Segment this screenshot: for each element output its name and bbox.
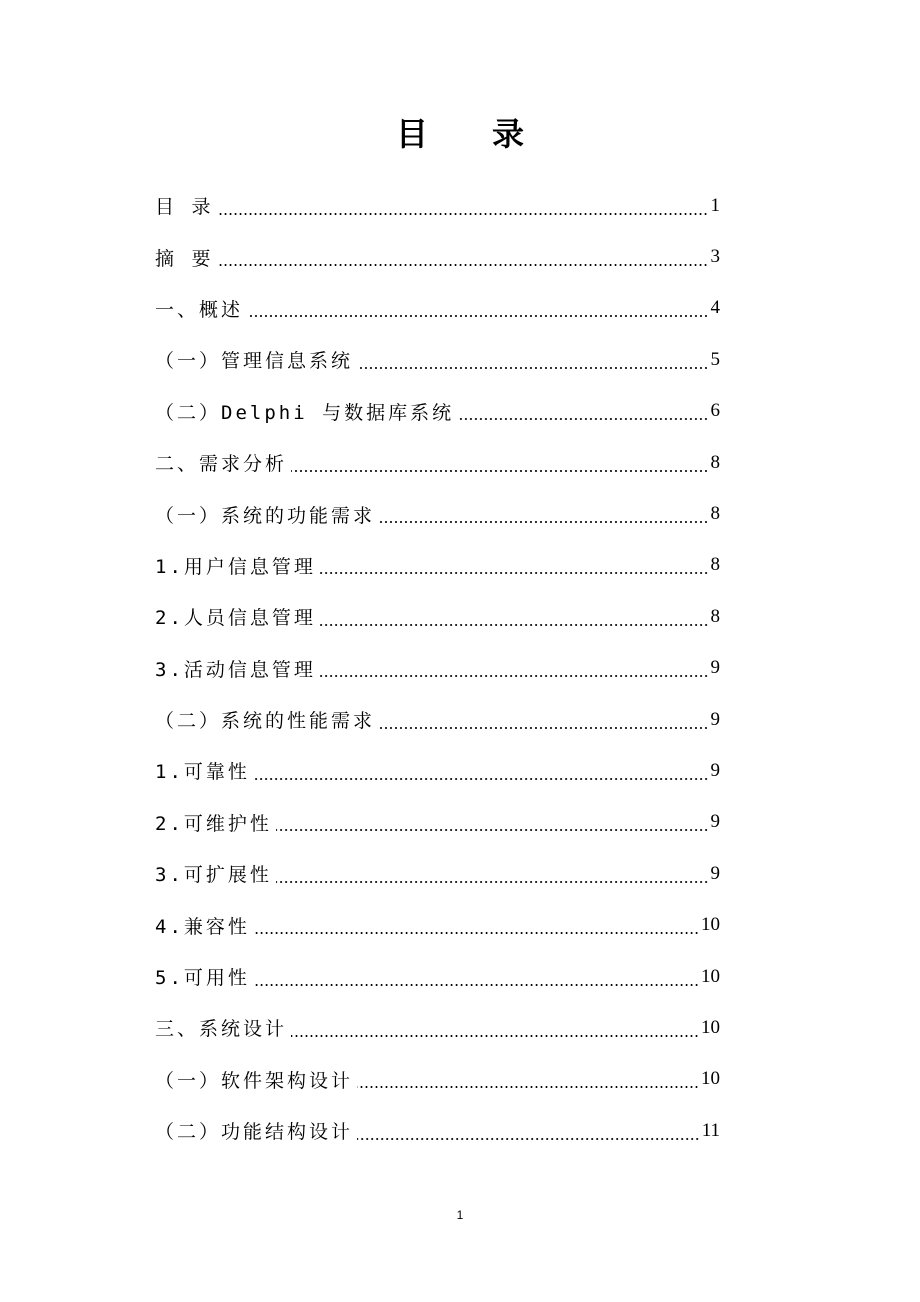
toc-leader-dots <box>276 829 709 831</box>
toc-leader-dots <box>458 418 708 420</box>
toc-entry-text: 5.可用性 <box>155 967 250 990</box>
toc-entry[interactable] <box>155 1054 720 1105</box>
toc-entry[interactable] <box>155 334 720 385</box>
toc-entry[interactable] <box>155 848 720 899</box>
toc-entry-text: （二）系统的性能需求 <box>155 710 376 733</box>
toc-entry-text: 3.活动信息管理 <box>155 658 316 681</box>
toc-entry[interactable] <box>155 283 720 334</box>
toc-leader-dots <box>291 470 708 472</box>
toc-leader-dots <box>276 881 709 883</box>
toc-entry-page: 10 <box>701 965 720 987</box>
toc-entry-text: 摘 要 <box>155 247 214 270</box>
toc-entry-page: 8 <box>710 451 720 473</box>
toc-entry[interactable] <box>155 694 720 745</box>
toc-entry-page: 3 <box>710 246 720 268</box>
toc-entry[interactable] <box>155 386 720 437</box>
toc-leader-dots <box>217 213 708 215</box>
toc-leader-dots <box>254 778 709 780</box>
toc-leader-dots <box>379 521 708 523</box>
toc-leader-dots <box>379 727 708 729</box>
toc-entry-page: 8 <box>710 554 720 576</box>
toc-entry-text: 二、需求分析 <box>155 453 288 476</box>
toc-entry-text: 目 录 <box>155 196 214 219</box>
toc-entry-text: （二）功能结构设计 <box>155 1121 354 1144</box>
toc-entry[interactable] <box>155 231 720 282</box>
toc-entry-page: 9 <box>710 759 720 781</box>
toc-entry[interactable] <box>155 951 720 1002</box>
toc-entry-text: 3.可扩展性 <box>155 864 272 887</box>
toc-entry[interactable] <box>155 643 720 694</box>
toc-entry[interactable] <box>155 540 720 591</box>
toc-entry-page: 4 <box>710 297 720 319</box>
toc-entry-page: 8 <box>710 605 720 627</box>
toc-entry-text: 2.可维护性 <box>155 812 272 835</box>
toc-leader-dots <box>217 264 708 266</box>
toc-entry-text: 三、系统设计 <box>155 1018 288 1041</box>
page-title: 目 录 <box>395 115 524 153</box>
toc-entry-text: 2.人员信息管理 <box>155 607 316 630</box>
toc-entry-page: 9 <box>710 657 720 679</box>
toc-leader-dots <box>357 367 708 369</box>
toc-entry[interactable] <box>155 488 720 539</box>
toc-leader-dots <box>291 1035 699 1037</box>
toc-entry-page: 10 <box>701 914 720 936</box>
toc-leader-dots <box>320 572 709 574</box>
toc-entry-text: 4.兼容性 <box>155 915 250 938</box>
toc-entry-page: 9 <box>710 811 720 833</box>
toc-entry[interactable] <box>155 180 720 231</box>
toc-leader-dots <box>254 984 699 986</box>
toc-leader-dots <box>320 675 709 677</box>
toc-entry-page: 5 <box>710 348 720 370</box>
toc-entry[interactable] <box>155 899 720 950</box>
toc-entry-page: 8 <box>710 503 720 525</box>
toc-leader-dots <box>357 1086 699 1088</box>
toc-entry[interactable] <box>155 1002 720 1053</box>
toc-entry-page: 1 <box>710 194 720 216</box>
toc-entry[interactable] <box>155 745 720 796</box>
toc-entry-text: （二）Delphi 与数据库系统 <box>155 401 455 424</box>
toc-leader-dots <box>357 1138 700 1140</box>
toc-entry-text: 一、概述 <box>155 298 244 321</box>
toc-entry-page: 10 <box>701 1068 720 1090</box>
toc-leader-dots <box>247 315 708 317</box>
toc-leader-dots <box>320 624 709 626</box>
toc-entry[interactable] <box>155 797 720 848</box>
table-of-contents <box>155 180 720 1156</box>
toc-entry-page: 6 <box>710 400 720 422</box>
toc-entry-text: （一）管理信息系统 <box>155 350 354 373</box>
toc-entry-text: 1.可靠性 <box>155 761 250 784</box>
page-number: 1 <box>456 1208 464 1222</box>
toc-entry-text: 1.用户信息管理 <box>155 555 316 578</box>
toc-entry-page: 9 <box>710 862 720 884</box>
toc-entry-text: （一）软件架构设计 <box>155 1069 354 1092</box>
toc-leader-dots <box>254 932 699 934</box>
toc-entry-page: 9 <box>710 708 720 730</box>
toc-entry[interactable] <box>155 1105 720 1156</box>
toc-entry[interactable] <box>155 591 720 642</box>
toc-entry[interactable] <box>155 437 720 488</box>
toc-entry-text: （一）系统的功能需求 <box>155 504 376 527</box>
toc-entry-page: 11 <box>701 1119 720 1141</box>
toc-entry-page: 10 <box>701 1016 720 1038</box>
